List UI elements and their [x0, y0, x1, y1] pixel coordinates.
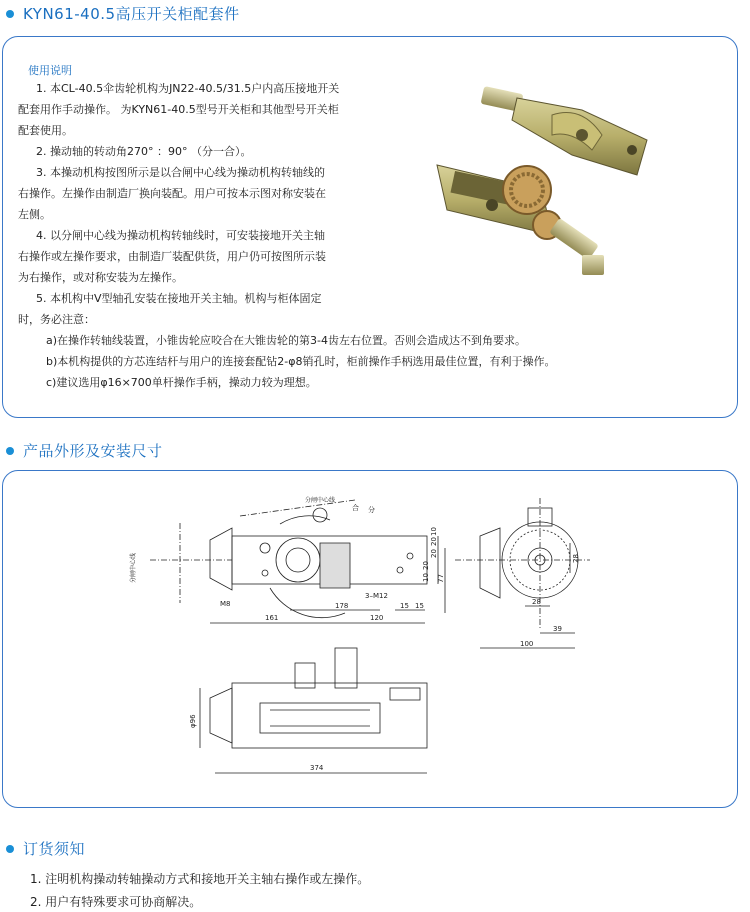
usage-line-4: 2. 操动轴的转动角270° ：90° （分一合）。: [36, 145, 252, 158]
dim-28b: 28: [532, 598, 541, 606]
dimensions-title: 产品外形及安装尺寸: [23, 442, 163, 460]
order-item-2: 2. 用户有特殊要求可协商解决。: [30, 895, 202, 909]
product-title: KYN61-40.5高压开关柜配套件: [23, 5, 240, 23]
top-view: [129, 496, 445, 623]
usage-line-9: 右操作或左操作要求，由制造厂装配供货，用户仍可按图所示装: [18, 250, 326, 263]
usage-note-c: c)建议选用φ16×700单杆操作手柄，操动力较为理想。: [46, 376, 317, 389]
dim-28a: 28: [572, 554, 580, 563]
usage-line-10: 为右操作，或对称安装为左操作。: [18, 271, 183, 284]
dim-178: 178: [335, 602, 349, 610]
he-label: 合: [352, 504, 359, 512]
dim-phi96: φ96: [189, 714, 197, 728]
usage-line-1: 1. 本CL-40.5伞齿轮机构为JN22-40.5/31.5户内高压接地开关: [36, 82, 340, 95]
side-view: [455, 498, 590, 648]
usage-note-b: b)本机构提供的方芯连结杆与用户的连接套配钻2-φ8销孔时，柜前操作手柄选用最佳位置，有利于操作。: [46, 355, 556, 368]
split-center-side-label: 分闸中心线: [130, 552, 137, 583]
dim-120: 120: [370, 614, 384, 622]
section-title-order: [6, 838, 85, 859]
usage-line-3: 配套使用。: [18, 124, 73, 137]
bullet-icon: [6, 845, 14, 853]
lower-mechanism: [437, 165, 604, 275]
usage-line-2: 配套用作手动操作。 为KYN61-40.5型号开关柜和其他型号开关柜: [18, 103, 339, 116]
dim-15a: 15: [400, 602, 409, 610]
bottom-view: [189, 648, 427, 773]
usage-line-7: 左侧。: [18, 208, 51, 221]
fen-label: 分: [368, 506, 375, 514]
dim-10b: 10: [422, 573, 430, 582]
usage-line-8: 4. 以分闸中心线为操动机构转轴线时，可安装接地开关主轴: [36, 229, 325, 242]
usage-line-6: 右操作。左操作由制造厂换向装配。用户可按本示图对称安装在: [18, 187, 326, 200]
order-title: 订货须知: [23, 840, 86, 858]
m12-label: 3–M12: [365, 592, 388, 600]
dim-20c: 20: [422, 561, 430, 570]
usage-line-11: 5. 本机构中V型轴孔安装在接地开关主轴。机构与柜体固定: [36, 292, 322, 305]
section-title-product: [6, 3, 240, 24]
m8-label: M8: [220, 600, 231, 608]
usage-heading: 使用说明: [28, 64, 72, 77]
dim-77: 77: [437, 574, 445, 583]
split-center-top-label: 分闸中心线: [305, 497, 336, 504]
product-photo: [432, 80, 692, 285]
dim-39: 39: [553, 625, 562, 633]
dim-15b: 15: [415, 602, 424, 610]
section-title-dimensions: [6, 440, 163, 461]
dim-20a: 20: [430, 549, 438, 558]
bullet-icon: [6, 10, 14, 18]
order-item-1: 1. 注明机构操动转轴操动方式和接地开关主轴右操作或左操作。: [30, 872, 370, 886]
dim-374: 374: [310, 764, 324, 772]
usage-note-a: a)在操作转轴线装置，小锥齿轮应咬合在大锥齿轮的第3-4齿左右位置。否则会造成达不到角要求。: [46, 334, 526, 347]
dim-20b: 20: [430, 537, 438, 546]
bullet-icon: [6, 447, 14, 455]
dim-10: 10: [430, 527, 438, 536]
technical-drawing: [120, 488, 640, 798]
dim-100: 100: [520, 640, 534, 648]
usage-line-12: 时，务必注意：: [18, 313, 95, 326]
upper-mechanism: [481, 86, 647, 175]
dim-161: 161: [265, 614, 279, 622]
usage-line-5: 3. 本操动机构按图所示是以合闸中心线为操动机构转轴线的: [36, 166, 325, 179]
